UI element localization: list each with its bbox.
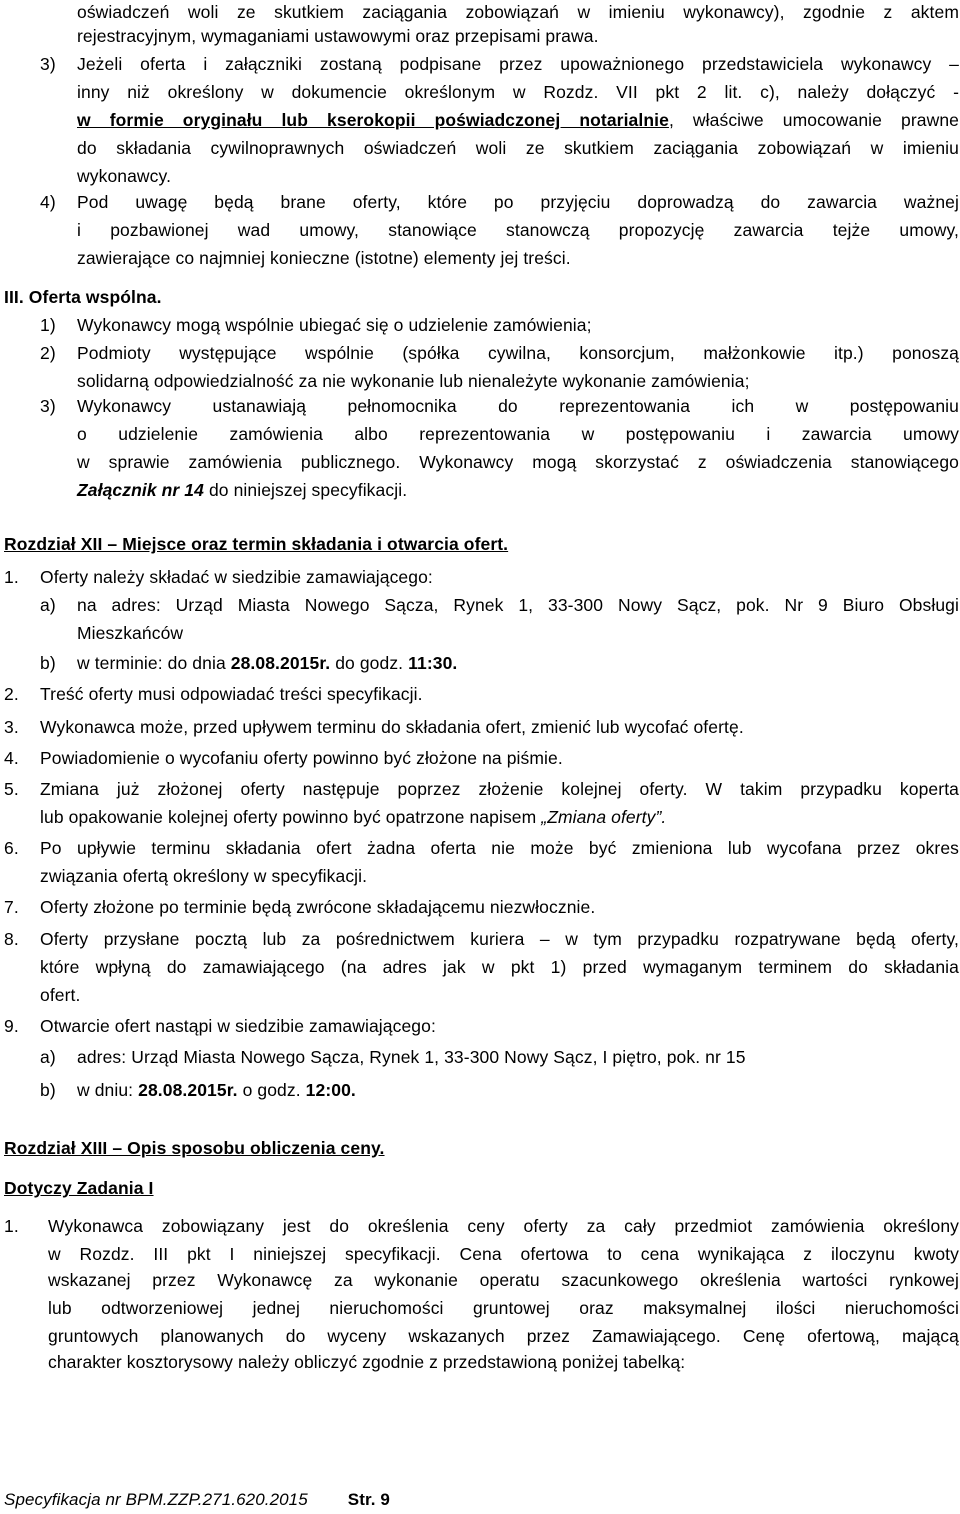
subheading: Dotyczy Zadania I: [4, 1178, 154, 1198]
paragraph-line: Pod uwagę będą brane oferty, które po przyjęciu doprowadzą do zawarcia ważnej: [77, 192, 959, 212]
paragraph-line: ofert.: [40, 985, 81, 1005]
paragraph-line: [77, 106, 959, 134]
paragraph-line: gruntowych planowanych do wyceny wskazanych przez Zamawiającego. Cenę ofertową, mającą: [48, 1326, 959, 1346]
section-title: III. Oferta wspólna.: [4, 287, 162, 307]
paragraph-line: które wpłyną do zamawiającego (na adres jak w pkt 1) przed wymaganym terminem do składania: [40, 957, 959, 977]
paragraph-line: Powiadomienie o wycofaniu oferty powinno być złożone na piśmie.: [40, 748, 563, 768]
paragraph-line: [77, 476, 407, 504]
page-number: Str. 9: [347, 1490, 390, 1509]
list-number: 3): [40, 396, 56, 416]
paragraph-line: Jeżeli oferta i załączniki zostaną podpisane przez upoważnionego przedstawiciela wykonawcy –: [77, 54, 959, 74]
underlined-phrase: w formie oryginału lub kserokopii poświadczonej notarialnie: [77, 110, 669, 130]
text-run: w terminie: do dnia: [77, 653, 231, 673]
list-number: 7.: [4, 897, 19, 917]
attachment-reference: Załącznik nr 14: [77, 480, 204, 500]
paragraph-line: wykonawcy.: [77, 166, 172, 186]
opening-date: 28.08.2015r.: [138, 1080, 238, 1100]
paragraph-line: rejestracyjnym, wymaganiami ustawowymi oraz przepisami prawa.: [77, 26, 599, 46]
text-run: lub opakowanie kolejnej oferty powinno być opatrzone napisem: [40, 807, 542, 827]
paragraph-line: Po upływie terminu składania ofert żadna oferta nie może być zmieniona lub wycofana przez okres: [40, 838, 959, 858]
list-number: 9.: [4, 1016, 19, 1036]
text-run: o godz.: [237, 1080, 306, 1100]
text-run: w dniu:: [77, 1080, 139, 1100]
list-number: 4.: [4, 748, 19, 768]
opening-time: 12:00.: [305, 1080, 356, 1100]
paragraph-line: Podmioty występujące wspólnie (spółka cywilna, konsorcjum, małżonkowie itp.) ponoszą: [77, 343, 959, 363]
paragraph-line: Treść oferty musi odpowiadać treści specyfikacji.: [40, 684, 423, 704]
paragraph-line: i pozbawionej wad umowy, stanowiące stanowczą propozycję zawarcia tejże umowy,: [77, 220, 959, 240]
paragraph-line: o udzielenie zamówienia albo reprezentowania w postępowaniu i zawarcia umowy: [77, 424, 959, 444]
chapter-heading: Rozdział XII – Miejsce oraz termin składania i otwarcia ofert.: [4, 534, 509, 554]
paragraph-line: Oferty należy składać w siedzibie zamawiającego:: [40, 567, 433, 587]
paragraph-line: charakter kosztorysowy należy obliczyć zgodnie z przedstawioną poniżej tabelką:: [48, 1352, 686, 1372]
deadline-date: 28.08.2015r.: [230, 653, 331, 673]
list-number: 3): [40, 54, 56, 74]
list-number: 8.: [4, 929, 19, 949]
paragraph-line: Oferty złożone po terminie będą zwrócone składającemu niezwłocznie.: [40, 897, 596, 917]
paragraph-line: oświadczeń woli ze skutkiem zaciągania zobowiązań w imieniu wykonawcy), zgodnie z aktem: [77, 2, 959, 22]
list-number: 2): [40, 343, 56, 363]
footer-spec-number: Specyfikacja nr BPM.ZZP.271.620.2015: [4, 1490, 308, 1509]
paragraph-line: do składania cywilnoprawnych oświadczeń woli ze skutkiem zaciągania zobowiązań w imieniu: [77, 138, 959, 158]
paragraph-line: solidarną odpowiedzialność za nie wykonanie lub nienależyte wykonanie zamówienia;: [77, 371, 750, 391]
paragraph-line: zawierające co najmniej konieczne (istotne) elementy jej treści.: [77, 248, 571, 268]
paragraph-line: wskazanej przez Wykonawcę za wykonanie operatu szacunkowego określenia wartości rynkowej: [48, 1270, 959, 1290]
paragraph-line: związania ofertą określony w specyfikacji.: [40, 866, 368, 886]
list-letter: b): [40, 1080, 56, 1100]
chapter-heading: Rozdział XIII – Opis sposobu obliczenia ceny.: [4, 1138, 385, 1158]
list-letter: b): [40, 653, 56, 673]
list-letter: a): [40, 1047, 56, 1067]
deadline-time: 11:30.: [408, 653, 458, 673]
paragraph-line: Wykonawcy ustanawiają pełnomocnika do reprezentowania ich w postępowaniu: [77, 396, 959, 416]
envelope-label: „Zmiana oferty”.: [541, 807, 667, 827]
paragraph-line: adres: Urząd Miasta Nowego Sącza, Rynek 1, 33-300 Nowy Sącz, I piętro, pok. nr 15: [77, 1047, 746, 1067]
list-number: 1.: [4, 567, 19, 587]
text-run: do niniejszej specyfikacji.: [203, 480, 408, 500]
paragraph-line: Wykonawca może, przed upływem terminu do składania ofert, zmienić lub wycofać ofertę.: [40, 717, 744, 737]
paragraph-line: Otwarcie ofert nastąpi w siedzibie zamawiającego:: [40, 1016, 436, 1036]
paragraph-line: Oferty przysłane pocztą lub za pośrednictwem kuriera – w tym przypadku rozpatrywane będą oferty,: [40, 929, 959, 949]
list-number: 3.: [4, 717, 19, 737]
paragraph-line: w sprawie zamówienia publicznego. Wykonawcy mogą skorzystać z oświadczenia stanowiącego: [77, 452, 959, 472]
text-run: , właściwe umocowanie prawne: [668, 110, 959, 130]
list-number: 4): [40, 192, 56, 212]
list-number: 5.: [4, 779, 19, 799]
list-number: 6.: [4, 838, 19, 858]
paragraph-line: [40, 803, 666, 831]
list-letter: a): [40, 595, 56, 615]
list-number: 2.: [4, 684, 19, 704]
paragraph-line: [77, 1076, 356, 1104]
paragraph-line: lub odtworzeniowej jednej nieruchomości gruntowej oraz maksymalnej ilości nieruchomości: [48, 1298, 959, 1318]
list-number: 1.: [4, 1216, 19, 1236]
list-number: 1): [40, 315, 56, 335]
paragraph-line: Wykonawca zobowiązany jest do określenia ceny oferty za cały przedmiot zamówienia określony: [48, 1216, 959, 1236]
paragraph-line: w Rozdz. III pkt I niniejszej specyfikacji. Cena ofertowa to cena wynikająca z iloczynu kwoty: [48, 1244, 959, 1264]
paragraph-line: inny niż określony w dokumencie określonym w Rozdz. VII pkt 2 lit. c), należy dołączyć -: [77, 82, 959, 102]
paragraph-line: Wykonawcy mogą wspólnie ubiegać się o udzielenie zamówienia;: [77, 315, 592, 335]
paragraph-line: Zmiana już złożonej oferty następuje poprzez złożenie kolejnej oferty. W takim przypadku koperta: [40, 779, 959, 799]
paragraph-line: Mieszkańców: [77, 623, 184, 643]
paragraph-line: na adres: Urząd Miasta Nowego Sącza, Rynek 1, 33-300 Nowy Sącz, pok. Nr 9 Biuro Obsługi: [77, 595, 959, 615]
paragraph-line: [77, 649, 457, 677]
footer: [4, 1486, 390, 1514]
text-run: do godz.: [330, 653, 409, 673]
